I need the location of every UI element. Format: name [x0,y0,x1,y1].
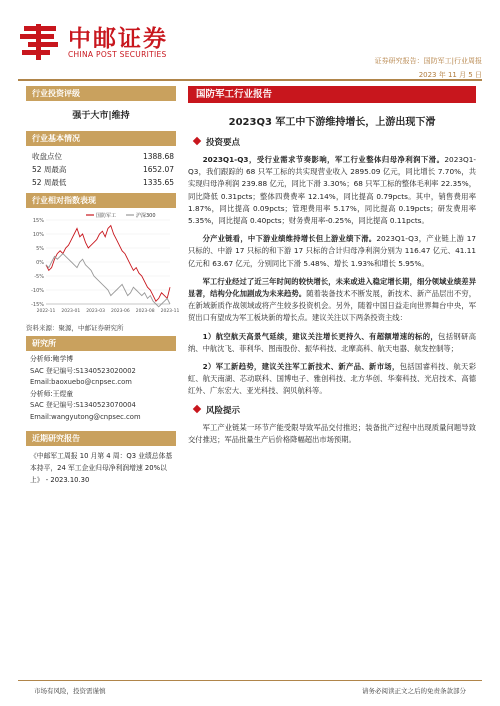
stat-label: 52 周最高 [32,165,67,174]
analyst-sac: SAC 登记编号:S1340523070004 [30,401,136,409]
series-line-2 [46,254,170,307]
y-tick-label: -15% [31,302,44,308]
stat-value: 1335.65 [142,178,174,187]
footer-disclaimer-right: 请务必阅读正文之后的免责条款部分 [362,687,466,695]
paragraph-2-body: 2023Q1-Q3，产业链上游 17 只标的、中游 17 只标的和下游 17 只标的合计归母净利润分别为 116.47 亿元、41.11 亿元和 63.67 亿元，分别同比下滑 5.48%、增长 1.93%和增长 5.95%。 [188,234,476,268]
paragraph-1-body: 2023Q1-Q3，我们跟踪的 68 只军工标的共实现营业收入 2895.09 亿元，同比增长 7.70%，共实现归母净利润 239.88 亿元，同比下滑 3.30%；68 只军工标的整体毛利率 22.35%，同比降低 0.31pcts；整体四费费率 12.14%，同比提高 0.79pcts。其中，销售费用率 1.87%，同比提高 0.09pcts；管理费用率 5.17%，同比提高 0.19pcts；研发费用率 5.35%，同比提高 0.40pcts；财务费用率-0.25%，同比提高 0.11pcts。 [188,155,476,226]
y-tick-label: 5% [36,246,44,252]
legend-label: 沪深300 [136,213,156,219]
y-tick-label: 0% [36,260,44,266]
stat-label: 52 周最低 [32,178,67,187]
performance-section-header: 行业相对指数表现 [26,193,176,208]
x-tick-label: 2023-11 [160,309,180,314]
footer-disclaimer-left: 市场有风险，投资需谨慎 [34,687,106,695]
diamond-icon [193,404,201,412]
paragraph-3 [188,276,476,325]
relative-index-chart [26,208,180,320]
recent-report-link[interactable]: 《中邮军工周报 10 月第 4 周：Q3 业绩总体基本持平，24 军工企业归母净利润增速 20%以上》 - 2023.10.30 [30,452,173,484]
stat-label: 收盘点位 [32,152,62,161]
report-date: 2023 年 11 月 5 日 [418,71,482,79]
analyst-sac: SAC 登记编号:S1340523020002 [30,366,136,375]
x-tick-label: 2023-08 [135,309,155,314]
header-divider [18,79,482,81]
company-logo [18,18,183,66]
diamond-icon [193,137,201,145]
report-banner: 国防军工行业报告 [188,86,476,103]
paragraph-4-lead: 1）航空航天高景气延续，建议关注增长更持久、有超额增速的标的， [202,331,439,341]
stat-row [26,163,176,176]
paragraph-4 [188,331,476,355]
risk-label: 风险提示 [206,405,241,416]
main-content [188,86,476,452]
risk-heading [194,404,476,416]
paragraph-3-body: 随着装备技术不断发展，新技术、新产品层出不穷，在新域新质作战领域或将产生较多投资机会。另外，随着中国日益走向世界舞台中央，军贸出口有望成为军工板块新的增长点。建议关注以下两条投资主线： [188,289,477,323]
rating-section-header: 行业投资评级 [26,86,176,101]
stat-value: 1388.68 [142,152,174,161]
stat-value: 1652.07 [142,165,174,174]
legend-label: 国防军工 [96,213,117,219]
key-points-label: 投资要点 [206,138,241,148]
analyst-email: Email:baoxuebo@cnpsec.com [30,378,132,386]
paragraph-1 [188,154,476,227]
y-tick-label: -5% [34,274,44,280]
analyst-name: 分析师:王煜童 [30,389,74,398]
report-title: 2023Q3 军工中下游维持增长，上游出现下滑 [228,117,436,128]
risk-paragraph: 军工产业链某一环节产能受限导致军品交付推迟；装备批产过程中出现质量问题导致交付推迟；军品批量生产后价格降幅超出市场预期。 [188,422,476,444]
stat-row [26,176,176,189]
paragraph-2 [188,233,476,270]
analyst-email: Email:wangyutong@cnpsec.com [30,412,141,421]
analyst-block [26,354,176,423]
china-post-logo-icon [18,20,62,64]
recent-section-header: 近期研究报告 [26,431,176,446]
relative-index-chart-svg [26,208,180,320]
paragraph-5 [188,361,476,398]
x-tick-label: 2023-01 [61,309,81,314]
x-tick-label: 2023-06 [110,309,130,314]
y-tick-label: 10% [32,232,44,238]
company-name-cn: 中邮证券 [68,26,168,52]
footer-divider [18,680,482,681]
paragraph-4-body: 包括钢研高纳、中航沈飞、菲利华、图南股份、振华科技、北摩高科、航天电器、航发控制等； [188,331,477,353]
y-tick-label: 15% [32,218,44,224]
key-points-heading [194,136,476,148]
company-name-en: CHINA POST SECURITIES [68,50,167,59]
paragraph-5-body: 包括国睿科技、航天彩虹、航天南湖、芯动联科、国博电子、雅创科技、北方华创、华秦科技、光启技术、高德红外、广东宏大、亚光科技、润贝航科等。 [188,362,476,396]
y-tick-label: -10% [31,288,44,294]
paragraph-3-lead: 军工行业经过了近三年时间的较快增长，未来或进入稳定增长期，细分领域业绩差异显著，结构分化加剧成为未来趋势。 [188,276,476,299]
paragraph-1-lead: 2023Q1-Q3，受行业需求节奏影响，军工行业整体归母净利润下滑。 [202,155,445,164]
stat-row [26,150,176,163]
basic-section-header: 行业基本情况 [26,131,176,146]
chart-source: 资料来源：聚源，中邮证券研究所 [26,324,124,332]
report-breadcrumb: 证券研究报告：国防军工|行业周报 [374,57,482,65]
x-tick-label: 2023-03 [86,309,106,314]
paragraph-2-lead: 分产业链看，中下游业绩维持增长但上游业绩下滑。 [202,234,377,244]
industry-rating: 强于大市|维持 [72,111,130,121]
analyst-name: 分析师:鲍学博 [30,355,74,363]
paragraph-5-lead: 2）军工新趋势，建议关注军工新技术、新产品、新市场， [202,362,400,372]
x-tick-label: 2022-11 [36,309,56,314]
analyst-section-header: 研究所 [26,336,176,351]
sidebar [26,86,180,486]
